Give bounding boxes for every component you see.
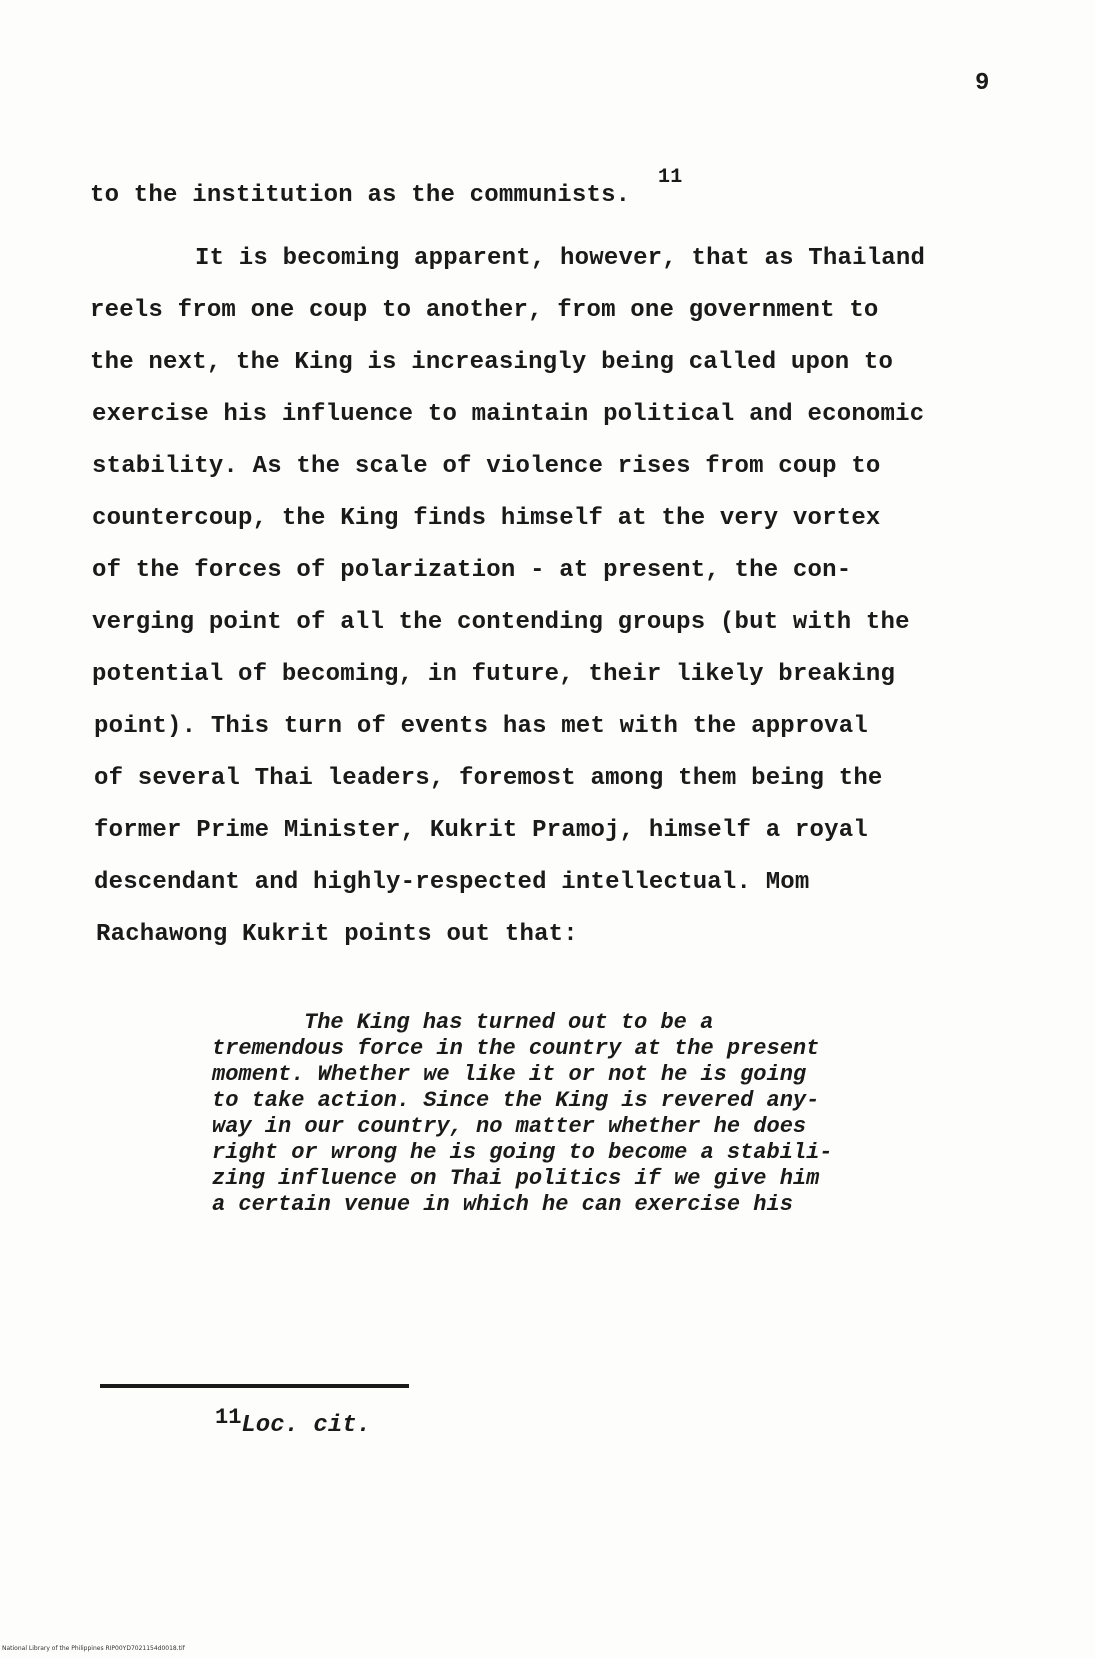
quote-line: The King has turned out to be a [304,1010,714,1035]
quote-line: right or wrong he is going to become a stabili- [212,1140,833,1165]
body-line: to the institution as the communists. [90,182,631,209]
quote-line: a certain venue in which he can exercise his [212,1192,793,1217]
quote-line: to take action. Since the King is revered any- [212,1088,820,1113]
body-line: of several Thai leaders, foremost among them being the [94,765,883,792]
quote-line: zing influence on Thai politics if we give him [212,1166,820,1191]
body-line: of the forces of polarization - at present, the con- [92,557,852,584]
page-number: 9 [975,70,990,97]
body-line: point). This turn of events has met with the approval [94,713,868,740]
quote-line: tremendous force in the country at the present [212,1036,820,1061]
body-line: Rachawong Kukrit points out that: [96,921,578,948]
footnote-mark: 11 [215,1405,242,1430]
footnote [215,1405,372,1439]
body-line: It is becoming apparent, however, that as Thailand [195,245,926,272]
body-line: verging point of all the contending groups (but with the [92,609,910,636]
footnote-text: Loc. cit. [241,1412,372,1439]
body-line: former Prime Minister, Kukrit Pramoj, himself a royal [94,817,868,844]
quote-line: way in our country, no matter whether he does [212,1114,807,1139]
body-line: reels from one coup to another, from one government to [90,297,879,324]
body-line: descendant and highly-respected intellectual. Mom [94,869,810,896]
body-line: countercoup, the King finds himself at the very vortex [92,505,881,532]
body-line: exercise his influence to maintain political and economic [92,401,925,428]
footnote-divider [100,1384,409,1388]
body-line: stability. As the scale of violence rises from coup to [92,453,881,480]
scan-credit: National Library of the Philippines RIP00YD7021154d0018.tif [2,1645,185,1652]
quote-line: moment. Whether we like it or not he is going [212,1062,807,1087]
body-line: potential of becoming, in future, their likely breaking [92,661,896,688]
footnote-reference: 11 [658,166,683,189]
body-line: the next, the King is increasingly being called upon to [90,349,894,376]
